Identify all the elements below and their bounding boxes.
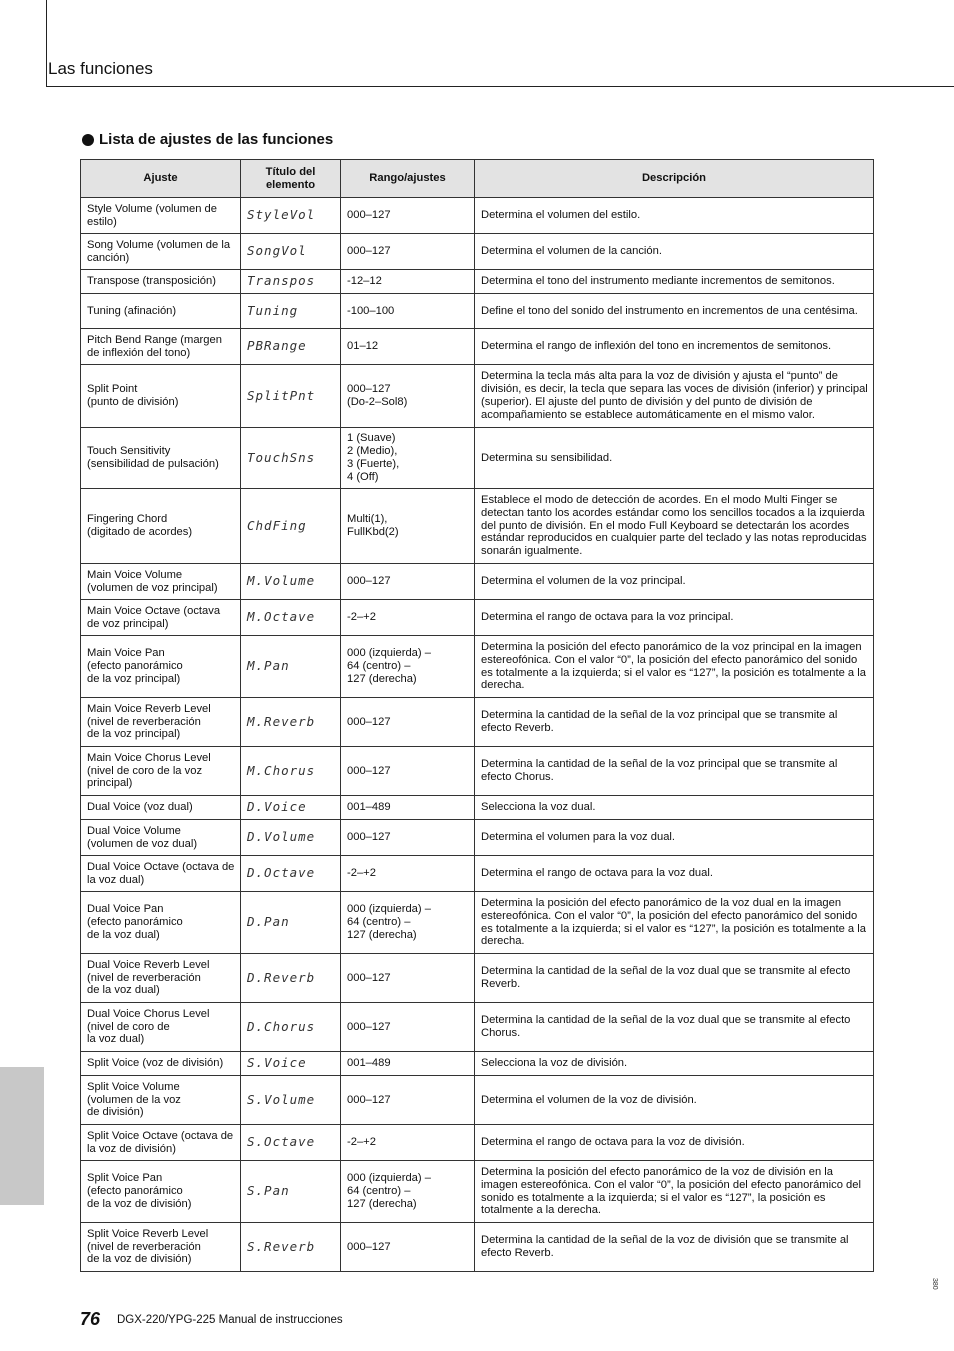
table-row [81,600,874,636]
cell-titulo: S.Octave [241,1125,341,1161]
cell-rango: 1 (Suave) 2 (Medio), 3 (Fuerte), 4 (Off) [341,428,475,489]
table-row [81,636,874,698]
table-row [81,564,874,600]
table-row [81,1161,874,1223]
cell-rango: 000–127 [341,820,475,856]
cell-descripcion: Determina el volumen de la voz principal. [475,564,874,600]
cell-rango: 01–12 [341,329,475,365]
cell-ajuste: Main Voice Pan (efecto panorámico de la voz principal) [81,636,241,698]
cell-ajuste: Touch Sensitivity (sensibilidad de pulsación) [81,428,241,489]
cell-descripcion: Determina el volumen de la voz de división. [475,1076,874,1125]
cell-titulo: PBRange [241,329,341,365]
cell-titulo: M.Pan [241,636,341,698]
cell-rango: -12–12 [341,270,475,294]
table-row [81,294,874,329]
function-settings-table [80,159,874,1272]
cell-descripcion: Determina el volumen del estilo. [475,198,874,234]
cell-ajuste: Split Voice Pan (efecto panorámico de la voz de división) [81,1161,241,1223]
cell-ajuste: Dual Voice Chorus Level (nivel de coro de la voz dual) [81,1003,241,1052]
cell-ajuste: Dual Voice Volume (volumen de voz dual) [81,820,241,856]
bullet-icon [82,134,94,146]
cell-rango: -2–+2 [341,856,475,892]
table-row [81,198,874,234]
cell-ajuste: Main Voice Volume (volumen de voz principal) [81,564,241,600]
cell-ajuste: Pitch Bend Range (margen de inflexión del tono) [81,329,241,365]
table-row [81,1052,874,1076]
table-row [81,747,874,796]
cell-descripcion: Determina la posición del efecto panorámico de la voz principal en la imagen estereofónica. Con el valor “0”, la posición del efecto panorámico del sonido es totalmente a la izquierda; si el valor es “127”, la posición es totalmente a la derecha. [475,636,874,698]
cell-descripcion: Determina el rango de octava para la voz dual. [475,856,874,892]
table-row [81,428,874,489]
cell-descripcion: Determina la tecla más alta para la voz de división y ajusta el “punto” de división, es decir, la tecla que separa las voces de división (inferior) y principal (superior). El ajuste del punto de división y del punto de división de acompañamiento se establece automáticamente en el mismo valor. [475,365,874,428]
cell-rango: 000–127 [341,1223,475,1272]
column-header-descripcion: Descripción [475,160,874,198]
cell-titulo: D.Reverb [241,954,341,1003]
cell-titulo: SongVol [241,234,341,270]
cell-rango: -2–+2 [341,1125,475,1161]
cell-rango: 001–489 [341,1052,475,1076]
cell-titulo: S.Reverb [241,1223,341,1272]
cell-descripcion: Selecciona la voz dual. [475,796,874,820]
cell-titulo: TouchSns [241,428,341,489]
cell-rango: 000–127 [341,564,475,600]
table-row [81,954,874,1003]
table-header-row [81,160,874,198]
header-rule [46,86,954,87]
cell-titulo: D.Volume [241,820,341,856]
cell-rango: 000–127 [341,234,475,270]
table-row [81,1223,874,1272]
cell-descripcion: Determina la cantidad de la señal de la voz de división que se transmite al efecto Reverb. [475,1223,874,1272]
cell-ajuste: Fingering Chord (digitado de acordes) [81,489,241,564]
table-row [81,796,874,820]
cell-ajuste: Transpose (transposición) [81,270,241,294]
table-row [81,820,874,856]
cell-ajuste: Main Voice Octave (octava de voz principal) [81,600,241,636]
cell-rango: 000–127 (Do-2–Sol8) [341,365,475,428]
cell-rango: 000 (izquierda) – 64 (centro) – 127 (derecha) [341,636,475,698]
cell-descripcion: Determina el volumen de la canción. [475,234,874,270]
cell-ajuste: Split Point (punto de división) [81,365,241,428]
table-row [81,1003,874,1052]
list-heading-text: Lista de ajustes de las funciones [99,131,334,148]
manual-title: DGX-220/YPG-225 Manual de instrucciones [117,1314,343,1326]
cell-titulo: SplitPnt [241,365,341,428]
column-header-rango: Rango/ajustes [341,160,475,198]
cell-descripcion: Determina la posición del efecto panorámico de la voz de división en la imagen estereofónica. Con el valor “0”, la posición del efecto panorámico del sonido es totalmente a la izquierda; si el valor es “127”, la posición es totalmente a la derecha. [475,1161,874,1223]
page-number: 76 [80,1309,101,1329]
table-row [81,329,874,365]
cell-titulo: D.Pan [241,892,341,954]
cell-rango: 000–127 [341,954,475,1003]
cell-titulo: M.Reverb [241,698,341,747]
cell-descripcion: Selecciona la voz de división. [475,1052,874,1076]
cell-titulo: Transpos [241,270,341,294]
table-row [81,856,874,892]
table-row [81,365,874,428]
cell-rango: 000 (izquierda) – 64 (centro) – 127 (derecha) [341,1161,475,1223]
cell-descripcion: Define el tono del sonido del instrumento en incrementos de una centésima. [475,294,874,329]
cell-rango: 000 (izquierda) – 64 (centro) – 127 (derecha) [341,892,475,954]
chapter-tab [0,1067,44,1205]
cell-rango: 001–489 [341,796,475,820]
cell-descripcion: Establece el modo de detección de acordes. En el modo Multi Finger se detectan tanto los acordes estándar como los sencillos tocados a la izquierda del punto de división. En el modo Full Keyboard se detectarán los acordes estándar reproducidos en cualquier parte del teclado y las notas reproducidas sonarán igualmente. [475,489,874,564]
table-row [81,1076,874,1125]
cell-rango: Multi(1), FullKbd(2) [341,489,475,564]
cell-titulo: S.Volume [241,1076,341,1125]
cell-ajuste: Split Voice (voz de división) [81,1052,241,1076]
cell-ajuste: Split Voice Volume (volumen de la voz de división) [81,1076,241,1125]
section-title: Las funciones [48,59,153,78]
cell-rango: 000–127 [341,1076,475,1125]
cell-titulo: D.Chorus [241,1003,341,1052]
cell-ajuste: Split Voice Octave (octava de la voz de división) [81,1125,241,1161]
table-row [81,234,874,270]
list-heading [82,131,333,148]
cell-rango: 000–127 [341,198,475,234]
cell-titulo: M.Volume [241,564,341,600]
cell-ajuste: Style Volume (volumen de estilo) [81,198,241,234]
cell-descripcion: Determina la cantidad de la señal de la voz principal que se transmite al efecto Chorus. [475,747,874,796]
table-row [81,270,874,294]
cell-descripcion: Determina la posición del efecto panorámico de la voz dual en la imagen estereofónica. Con el valor “0”, la posición del efecto panorámico del sonido es totalmente a la izquierda; si el valor es “127”, la posición es totalmente a la derecha. [475,892,874,954]
cell-ajuste: Split Voice Reverb Level (nivel de reverberación de la voz de división) [81,1223,241,1272]
cell-titulo: Tuning [241,294,341,329]
cell-ajuste: Song Volume (volumen de la canción) [81,234,241,270]
cell-titulo: S.Voice [241,1052,341,1076]
cell-descripcion: Determina la cantidad de la señal de la voz dual que se transmite al efecto Chorus. [475,1003,874,1052]
column-header-ajuste: Ajuste [81,160,241,198]
cell-rango: -2–+2 [341,600,475,636]
cell-ajuste: Dual Voice Reverb Level (nivel de reverberación de la voz dual) [81,954,241,1003]
cell-descripcion: Determina el volumen para la voz dual. [475,820,874,856]
cell-descripcion: Determina el rango de octava para la voz principal. [475,600,874,636]
side-code: 380 [931,1278,938,1290]
cell-ajuste: Dual Voice Octave (octava de la voz dual) [81,856,241,892]
cell-descripcion: Determina la cantidad de la señal de la voz principal que se transmite al efecto Reverb. [475,698,874,747]
cell-titulo: D.Voice [241,796,341,820]
cell-rango: -100–100 [341,294,475,329]
cell-descripcion: Determina el rango de inflexión del tono en incrementos de semitonos. [475,329,874,365]
cell-titulo: D.Octave [241,856,341,892]
cell-titulo: StyleVol [241,198,341,234]
cell-ajuste: Dual Voice Pan (efecto panorámico de la voz dual) [81,892,241,954]
column-header-titulo: Título del elemento [241,160,341,198]
table-row [81,489,874,564]
cell-ajuste: Main Voice Chorus Level (nivel de coro de la voz principal) [81,747,241,796]
cell-titulo: M.Octave [241,600,341,636]
header-vertical-rule [46,0,47,87]
cell-descripcion: Determina la cantidad de la señal de la voz dual que se transmite al efecto Reverb. [475,954,874,1003]
cell-rango: 000–127 [341,698,475,747]
cell-ajuste: Main Voice Reverb Level (nivel de reverberación de la voz principal) [81,698,241,747]
table-row [81,698,874,747]
cell-titulo: M.Chorus [241,747,341,796]
cell-ajuste: Tuning (afinación) [81,294,241,329]
cell-rango: 000–127 [341,747,475,796]
cell-descripcion: Determina el tono del instrumento mediante incrementos de semitonos. [475,270,874,294]
table-row [81,1125,874,1161]
cell-ajuste: Dual Voice (voz dual) [81,796,241,820]
cell-titulo: ChdFing [241,489,341,564]
table-row [81,892,874,954]
cell-rango: 000–127 [341,1003,475,1052]
cell-descripcion: Determina su sensibilidad. [475,428,874,489]
cell-descripcion: Determina el rango de octava para la voz de división. [475,1125,874,1161]
cell-titulo: S.Pan [241,1161,341,1223]
